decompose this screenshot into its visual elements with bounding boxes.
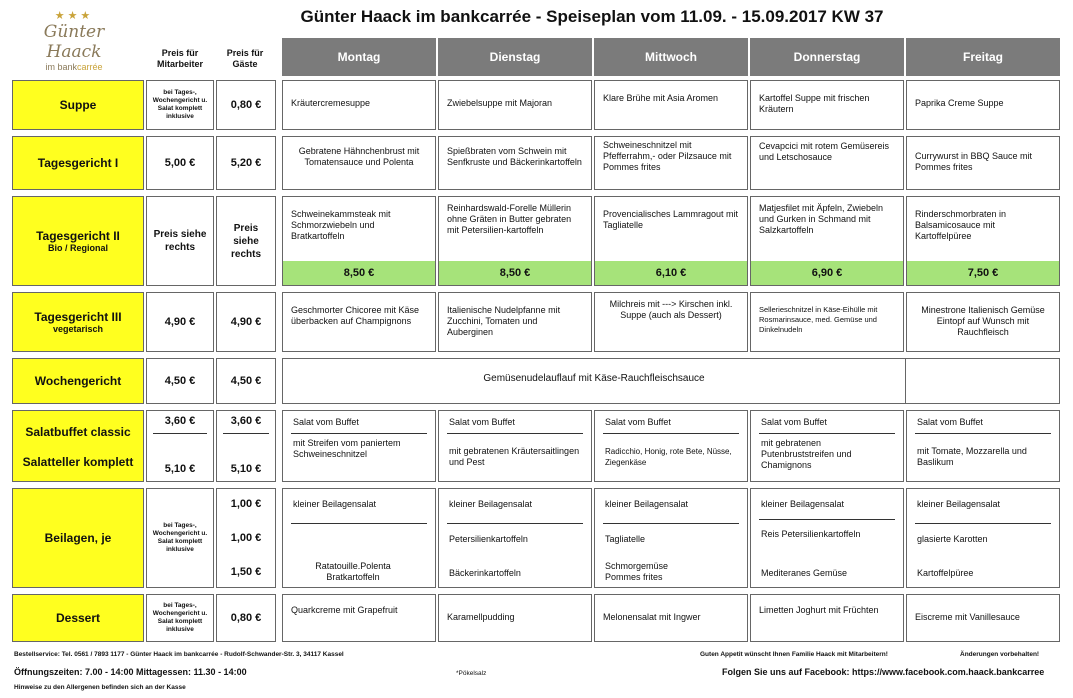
- price-gaeste: [216, 488, 276, 588]
- meal-cell: [594, 196, 748, 286]
- price-salatbuffet: 3,60 €: [230, 415, 262, 427]
- category-label-salatbuffet: Salatbuffet classic: [25, 425, 131, 439]
- logo-name: Günter Haack: [43, 22, 105, 62]
- price-gaeste: 4,90 €: [216, 292, 276, 352]
- page-title: Günter Haack im bankcarrée - Speiseplan vom 11.09. - 15.09.2017 KW 37: [300, 7, 884, 26]
- footer-oeffnungszeiten: Öffnungszeiten: 7.00 - 14:00 Mittagessen: 11.30 - 14:00: [14, 667, 247, 677]
- category-label: Wochengericht: [34, 374, 122, 388]
- category-salat: [12, 410, 144, 482]
- meal-cell: Milchreis mit ---> Kirschen inkl. Suppe (auch als Dessert): [594, 292, 748, 352]
- day-header-dienstag: Dienstag: [438, 38, 592, 76]
- price-note: bei Tages-, Wochengericht u. Salat komplett inklusive: [146, 488, 214, 588]
- beilage-3: Mediteranes Gemüse: [761, 568, 848, 578]
- meal-cell: [906, 196, 1060, 286]
- category-label: Dessert: [55, 611, 101, 625]
- beilage-3: Kartoffelpüree: [917, 568, 974, 578]
- meal-text: Matjesfilet mit Äpfeln, Zwiebeln und Gurken in Schmand mit Salzkartoffeln: [759, 203, 884, 235]
- beilage-3: Ratatouille.Polenta Bratkartoffeln: [315, 561, 391, 582]
- divider: [915, 523, 1051, 524]
- category-sublabel: Bio / Regional: [47, 243, 108, 253]
- beilage-3: Bäckerinkartoffeln: [449, 568, 521, 578]
- header-mitarbeiter: Preis für Mitarbeiter: [156, 48, 203, 69]
- divider: [759, 519, 895, 520]
- meal-price: 6,90 €: [751, 261, 903, 285]
- meal-cell: Kartoffel Suppe mit frischen Kräutern: [750, 80, 904, 130]
- divider: [915, 433, 1051, 434]
- meal-cell-weekly: [282, 358, 1060, 404]
- meal-cell: [906, 488, 1060, 588]
- logo-sub-a: im bank: [45, 62, 77, 72]
- meal-cell: Currywurst in BBQ Sauce mit Pommes frites: [906, 136, 1060, 190]
- category-tagesgericht-2: [12, 196, 144, 286]
- meal-cell: Limetten Joghurt mit Früchten: [750, 594, 904, 642]
- meal-cell: [594, 410, 748, 482]
- meal-cell: Paprika Creme Suppe: [906, 80, 1060, 130]
- divider: [223, 433, 269, 434]
- price-mitarbeiter: 4,90 €: [146, 292, 214, 352]
- day-header-montag: Montag: [282, 38, 436, 76]
- meal-cell: [282, 488, 436, 588]
- meal-text: Reinhardswald-Forelle Müllerin ohne Gräten in Butter gebraten mit Petersilien-kartoffeln: [447, 203, 572, 235]
- day-header-mittwoch: Mittwoch: [594, 38, 748, 76]
- category-beilagen: [12, 488, 144, 588]
- price-gaeste: 0,80 €: [216, 594, 276, 642]
- meal-cell: Italienische Nudelpfanne mit Zucchini, Tomaten und Auberginen: [438, 292, 592, 352]
- salat-buffet: Salat vom Buffet: [449, 417, 515, 427]
- category-sublabel: vegetarisch: [52, 324, 104, 334]
- salat-buffet: Salat vom Buffet: [917, 417, 983, 427]
- header-gaeste: Preis für Gäste: [226, 48, 264, 69]
- meal-cell: Schweineschnitzel mit Pfefferrahm,- oder Pilzsauce mit Pommes frites: [594, 136, 748, 190]
- divider: [905, 359, 906, 403]
- price-mitarbeiter: 4,50 €: [146, 358, 214, 404]
- beilage-1: kleiner Beilagensalat: [293, 499, 377, 509]
- footer-allergene: Hinweise zu den Allergenen befinden sich an der Kasse: [14, 684, 186, 691]
- footer-bestellservice: Bestellservice: Tel. 0561 / 7893 1177 - Günter Haack im bankcarrée - Rudolf-Schwander-Str. 3, 34117 Kassel: [14, 651, 344, 658]
- salat-teller: mit gebratenen Kräutersaitlingen und Pest: [449, 446, 580, 467]
- price-mitarbeiter: Preis siehe rechts: [146, 196, 214, 286]
- meal-price: 7,50 €: [907, 261, 1059, 285]
- meal-cell: [594, 488, 748, 588]
- logo-stars: ★★★: [54, 10, 94, 22]
- salat-teller: Radicchio, Honig, rote Bete, Nüsse, Ziegenkäse: [605, 447, 732, 467]
- beilage-1: kleiner Beilagensalat: [761, 499, 845, 509]
- meal-cell: [750, 196, 904, 286]
- salat-teller: mit Tomate, Mozzarella und Baslikum: [917, 446, 1027, 467]
- category-label: Tagesgericht II: [36, 229, 120, 243]
- category-suppe: [12, 80, 144, 130]
- price-note: bei Tages-, Wochengericht u. Salat komplett inklusive: [146, 594, 214, 642]
- logo: [14, 10, 134, 72]
- price-gaeste: Preis siehe rechts: [216, 196, 276, 286]
- footer-aenderungen: Änderungen vorbehalten!: [960, 651, 1040, 658]
- price-beilage-1: 1,00 €: [230, 498, 262, 510]
- beilage-2: Petersilienkartoffeln: [449, 534, 528, 544]
- category-tagesgericht-3: [12, 292, 144, 352]
- divider: [603, 523, 739, 524]
- price-salatbuffet: 3,60 €: [164, 415, 196, 427]
- meal-cell: [282, 196, 436, 286]
- category-wochengericht: [12, 358, 144, 404]
- salat-buffet: Salat vom Buffet: [293, 417, 359, 427]
- price-salatteller: 5,10 €: [230, 463, 262, 475]
- meal-text: Rinderschmorbraten in Balsamicosauce mit Kartoffelpüree: [915, 209, 1007, 241]
- salat-buffet: Salat vom Buffet: [761, 417, 827, 427]
- price-mitarbeiter: [146, 410, 214, 482]
- meal-cell: [282, 410, 436, 482]
- meal-cell: [438, 488, 592, 588]
- meal-text: Schweinekammsteak mit Schmorzwiebeln und Bratkartoffeln: [291, 209, 391, 241]
- beilage-2: Reis Petersilienkartoffeln: [761, 529, 861, 539]
- meal-cell: [438, 410, 592, 482]
- meal-cell: Karamellpudding: [438, 594, 592, 642]
- meal-cell: [750, 488, 904, 588]
- day-header-donnerstag: Donnerstag: [750, 38, 904, 76]
- meal-cell: [906, 410, 1060, 482]
- salat-teller: mit gebratenen Putenbruststreifen und Chamignons: [761, 438, 852, 470]
- divider: [153, 433, 207, 434]
- meal-cell: Zwiebelsuppe mit Majoran: [438, 80, 592, 130]
- footer-appetit: Guten Appetit wünscht Ihnen Familie Haack mit Mitarbeitern!: [700, 651, 888, 658]
- beilage-1: kleiner Beilagensalat: [917, 499, 1001, 509]
- salat-teller: mit Streifen vom paniertem Schweineschnitzel: [293, 438, 401, 459]
- divider: [447, 433, 583, 434]
- divider: [291, 433, 427, 434]
- category-label: Beilagen, je: [44, 531, 112, 545]
- weekly-meal-text: Gemüsenudelauflauf mit Käse-Rauchfleischsauce: [483, 373, 705, 384]
- price-gaeste: 5,20 €: [216, 136, 276, 190]
- price-gaeste: 4,50 €: [216, 358, 276, 404]
- meal-cell: Melonensalat mit Ingwer: [594, 594, 748, 642]
- category-label: Tagesgericht I: [37, 156, 119, 170]
- meal-cell: Gebratene Hähnchenbrust mit Tomatensauce und Polenta: [282, 136, 436, 190]
- price-salatteller: 5,10 €: [164, 463, 196, 475]
- divider: [759, 433, 895, 434]
- meal-price: 8,50 €: [439, 261, 591, 285]
- meal-cell: Spießbraten vom Schwein mit Senfkruste und Bäckerinkartoffeln: [438, 136, 592, 190]
- divider: [447, 523, 583, 524]
- beilage-2: glasierte Karotten: [917, 534, 988, 544]
- divider: [291, 523, 427, 524]
- meal-cell: [438, 196, 592, 286]
- category-label: Tagesgericht III: [34, 310, 122, 324]
- meal-cell: Klare Brühe mit Asia Aromen: [594, 80, 748, 130]
- meal-text: Provencialisches Lammragout mit Tagliatelle: [603, 209, 739, 230]
- meal-cell: [750, 410, 904, 482]
- meal-price: 8,50 €: [283, 261, 435, 285]
- category-tagesgericht-1: [12, 136, 144, 190]
- meal-cell: Cevapcici mit rotem Gemüsereis und Letschosauce: [750, 136, 904, 190]
- divider: [603, 433, 739, 434]
- meal-cell: Minestrone Italienisch Gemüse Eintopf auf Wunsch mit Rauchfleisch: [906, 292, 1060, 352]
- meal-cell: Eiscreme mit Vanillesauce: [906, 594, 1060, 642]
- footer-facebook[interactable]: Folgen Sie uns auf Facebook: https://www.facebook.com.haack.bankcarree: [722, 667, 1045, 677]
- logo-sub: [14, 62, 134, 72]
- price-beilage-2: 1,00 €: [230, 532, 262, 544]
- beilage-1: kleiner Beilagensalat: [449, 499, 533, 509]
- category-label-salatteller: Salatteller komplett: [22, 455, 134, 469]
- meal-price: 6,10 €: [595, 261, 747, 285]
- logo-sub-b: carrée: [77, 62, 103, 72]
- beilage-1: kleiner Beilagensalat: [605, 499, 689, 509]
- price-beilage-3: 1,50 €: [230, 566, 262, 578]
- footer-poekelsalz: *Pökelsalz: [456, 670, 487, 677]
- meal-cell: Geschmorter Chicoree mit Käse überbacken auf Champignons: [282, 292, 436, 352]
- category-dessert: [12, 594, 144, 642]
- category-label: Suppe: [59, 98, 97, 112]
- meal-cell: Kräutercremesuppe: [282, 80, 436, 130]
- meal-cell: Quarkcreme mit Grapefruit: [282, 594, 436, 642]
- price-note: bei Tages-, Wochengericht u. Salat komplett inklusive: [146, 80, 214, 130]
- price-gaeste: [216, 410, 276, 482]
- price-mitarbeiter: 5,00 €: [146, 136, 214, 190]
- price-gaeste: 0,80 €: [216, 80, 276, 130]
- day-header-freitag: Freitag: [906, 38, 1060, 76]
- salat-buffet: Salat vom Buffet: [605, 417, 671, 427]
- beilage-3: Schmorgemüse Pommes frites: [605, 561, 669, 582]
- beilage-2: Tagliatelle: [605, 534, 646, 544]
- meal-cell: Sellerieschnitzel in Käse-Eihülle mit Rosmarinsauce, med. Gemüse und Dinkelnudeln: [750, 292, 904, 352]
